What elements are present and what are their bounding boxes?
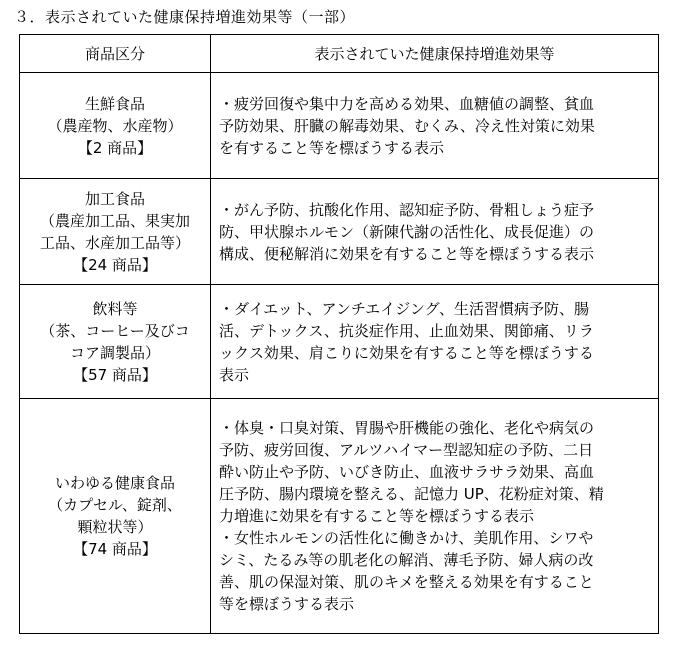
category-cell: [20, 285, 211, 399]
category-name: 生鮮食品: [84, 94, 145, 113]
category-name: 飲料等: [92, 299, 138, 318]
category-detail: （カプセル、錠剤、: [48, 496, 182, 514]
effect-line: 予防、疲労回復、アルツハイマー型認知症の予防、二日: [219, 441, 594, 459]
effect-line: 構成、便秘解消に効果を有すること等を標ぼうする表示: [219, 244, 595, 263]
product-count: 【24 商品】: [73, 255, 157, 274]
effect-line: を有すること等を標ぼうする表示: [219, 138, 445, 157]
table-row: [20, 399, 659, 634]
effect-line: ックス効果、肩こりに効果を有すること等を標ぼうする: [219, 343, 594, 362]
category-cell: [20, 399, 211, 634]
effect-line: 活、デトックス、抗炎症作用、止血効果、関節痛、リラ: [219, 321, 594, 340]
category-detail: （農産物、水産物）: [47, 116, 183, 135]
table-row: [20, 179, 659, 285]
effects-cell: [211, 285, 659, 399]
health-claims-table: [19, 34, 659, 634]
effect-line: 等を標ぼうする表示: [219, 595, 355, 613]
effect-line: 力増進に効果を有すること等を標ぼうする表示: [219, 507, 535, 525]
effect-line: 防、甲状腺ホルモン（新陳代謝の活性化、成長促進）の: [219, 222, 595, 241]
category-cell: [20, 179, 211, 285]
effects-cell: [211, 73, 659, 179]
effect-line: 予防効果、肝臓の解毒効果、むくみ、冷え性対策に効果: [219, 116, 595, 135]
header-category: 商品区分: [20, 35, 211, 73]
category-detail: （農産加工品、果実加: [39, 211, 190, 230]
category-name: いわゆる健康食品: [54, 474, 175, 492]
effect-line: ・ダイエット、アンチエイジング、生活習慣病予防、腸: [219, 299, 589, 318]
category-detail: 工品、水産加工品等）: [39, 233, 190, 252]
effect-line: シミ、たるみ等の肌老化の解消、薄毛予防、婦人病の改: [219, 551, 594, 569]
section-heading: ３．表示されていた健康保持増進効果等（一部）: [14, 8, 356, 26]
product-count: 【74 商品】: [73, 540, 157, 558]
category-name: 加工食品: [84, 189, 145, 208]
table-header-row: [20, 35, 659, 73]
effect-line: ・女性ホルモンの活性化に働きかけ、美肌作用、シワや: [219, 529, 594, 547]
product-count: 【2 商品】: [77, 138, 153, 157]
effect-line: ・疲労回復や集中力を高める効果、血糖値の調整、貧血: [219, 94, 595, 113]
effects-cell: [211, 179, 659, 285]
category-cell: [20, 73, 211, 179]
effects-cell: [211, 399, 659, 634]
effect-line: ・体臭・口臭対策、胃腸や肝機能の強化、老化や病気の: [219, 419, 595, 437]
effect-line: 表示: [219, 365, 250, 384]
effect-line: 善、肌の保湿対策、肌のキメを整える効果を有すること: [219, 573, 594, 591]
product-count: 【57 商品】: [73, 365, 157, 384]
category-detail: 顆粒状等）: [77, 518, 153, 536]
category-detail: コア調製品）: [69, 343, 160, 362]
header-effects: 表示されていた健康保持増進効果等: [211, 35, 659, 73]
table-row: [20, 73, 659, 179]
effect-line: 圧予防、腸内環境を整える、記憶力 UP、花粉症対策、精: [219, 485, 604, 503]
table-row: [20, 285, 659, 399]
effect-line: ・がん予防、抗酸化作用、認知症予防、骨粗しょう症予: [219, 200, 595, 219]
category-detail: （茶、コーヒー及びコ: [40, 321, 190, 340]
effect-line: 酔い防止や予防、いびき防止、血液サラサラ効果、高血: [219, 463, 595, 481]
